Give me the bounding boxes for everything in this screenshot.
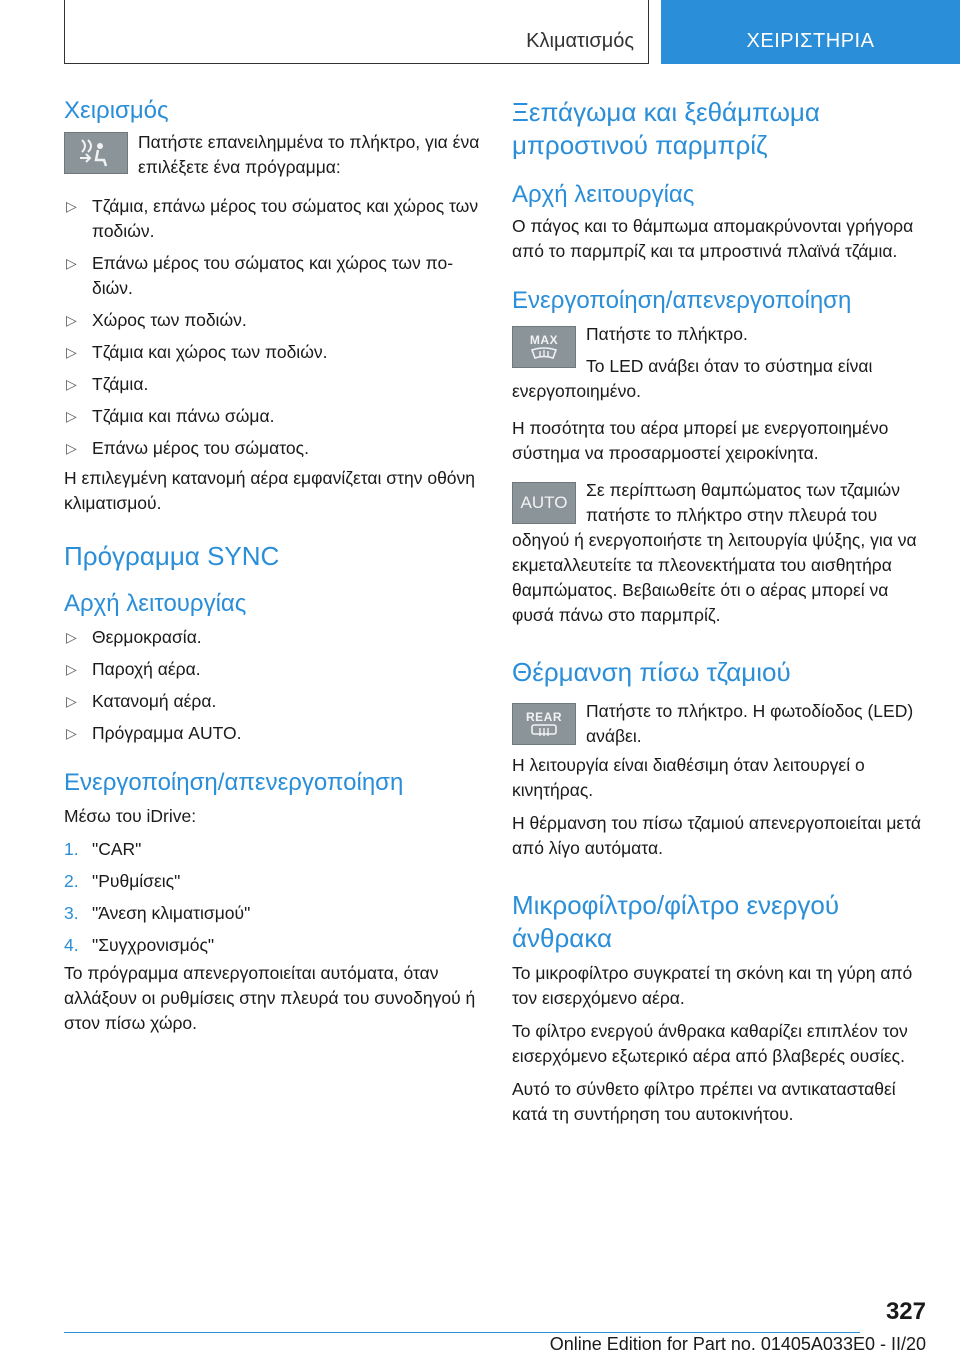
page-number: 327	[885, 1298, 926, 1325]
defrost-heading: Ξεπάγωμα και ξεθάμπωμα μπροστινού παρμπρίζ	[512, 97, 820, 160]
list-item: 4. "Συγχρονισμός"	[64, 935, 215, 955]
triangle-bullet-icon: ▷	[66, 725, 77, 741]
triangle-bullet-icon: ▷	[66, 661, 77, 677]
list-item: ▷ Πρόγραμμα AUTO.	[64, 721, 480, 746]
page-header	[64, 0, 960, 64]
auto-text: Σε περίπτωση θαμπώματος των τζαμιών πατήστε το πλήκτρο στην πλευρά του οδηγού ή ενεργοποιήστε τη λειτουργία ψύξης, για να εκμεταλλευτείτε τα πλεονεκτήματα του αισθητήρα θαμπώματος. Βεβαιωθείτε ότι ο αέρας μπορεί να φυσά πάνω στο παρμπρίζ.	[512, 480, 917, 625]
auto-key-icon: AUTO	[512, 482, 576, 524]
max-led-text: Το LED ανάβει όταν το σύστημα είναι ενεργοποιημένο.	[512, 356, 873, 401]
list-item: ▷ Τζάμια.	[64, 372, 480, 397]
left-column	[64, 96, 480, 1036]
filter-text-1: Το μικροφίλτρο συγκρατεί τη σκόνη και τη γύρη από τον εισερχόμενο αέρα.	[512, 963, 913, 1008]
rear-off-text: Η θέρμανση του πίσω τζαμιού απενεργοποιείται μετά από λίγο αυτόματα.	[512, 813, 921, 858]
list-item: 1. "CAR"	[64, 839, 142, 859]
footer-divider	[64, 1332, 860, 1333]
sync-activation-intro: Μέσω του iDrive:	[64, 806, 197, 826]
max-defrost-key-icon: MAX	[512, 326, 576, 368]
max-press-text: Πατήστε το πλήκτρο.	[586, 324, 748, 344]
operation-heading: Χειρισμός	[64, 97, 169, 124]
rear-available-text: Η λειτουργία είναι διαθέσιμη όταν λειτουργεί ο κινητήρας.	[512, 755, 865, 800]
chapter-title: Κλιματισμός	[526, 30, 634, 52]
triangle-bullet-icon: ▷	[66, 312, 77, 328]
air-distribution-key-icon	[64, 132, 128, 174]
defrost-principle-text: Ο πάγος και το θάμπωμα απομακρύνονται γρήγορα από το παρμπρίζ και τα μπροστινά πλαϊνά τζάμια.	[512, 216, 914, 261]
triangle-bullet-icon: ▷	[66, 693, 77, 709]
sync-principle-heading: Αρχή λειτουργίας	[64, 590, 247, 617]
sync-heading: Πρόγραμμα SYNC	[64, 541, 280, 571]
list-item: ▷ Θερμοκρασία.	[64, 625, 480, 650]
list-item: ▷ Τζάμια και πάνω σώμα.	[64, 404, 480, 429]
sync-activation-heading: Ενεργοποίηση/απενεργοποίηση	[64, 769, 404, 796]
air-amount-text: Η ποσότητα του αέρα μπορεί με ενεργοποιημένο σύστημα να προσαρμοστεί χειροκίνητα.	[512, 418, 889, 463]
triangle-bullet-icon: ▷	[66, 344, 77, 360]
chapter-tab	[64, 0, 649, 64]
defrost-principle-heading: Αρχή λειτουργίας	[512, 181, 695, 208]
defrost-activation-heading: Ενεργοποίηση/απενεργοποίηση	[512, 287, 852, 314]
section-title: ΧΕΙΡΙΣΤΗΡΙΑ	[746, 30, 875, 52]
triangle-bullet-icon: ▷	[66, 376, 77, 392]
rear-block	[512, 699, 928, 749]
distribution-list	[64, 194, 480, 461]
triangle-bullet-icon: ▷	[66, 255, 77, 271]
triangle-bullet-icon: ▷	[66, 198, 77, 214]
list-item: ▷ Παροχή αέρα.	[64, 657, 480, 682]
sync-note: Το πρόγραμμα απενεργοποιείται αυτόματα, όταν αλλάξουν οι ρυθμίσεις στην πλευρά του συνοδηγού ή στον πίσω χώρο.	[64, 963, 476, 1033]
operation-note: Η επιλεγμένη κατανομή αέρα εμφανίζεται στην οθόνη κλιματισμού.	[64, 468, 476, 513]
list-item: ▷ Χώρος των ποδιών.	[64, 308, 480, 333]
list-item: 2. "Ρυθμίσεις"	[64, 871, 181, 891]
rear-heading: Θέρμανση πίσω τζαμιού	[512, 657, 791, 687]
rear-press-text: Πατήστε το πλήκτρο. Η φωτοδίοδος (LED) ανάβει.	[586, 701, 914, 746]
air-distribution-icon	[76, 136, 116, 170]
rear-window-defrost-icon	[529, 723, 559, 737]
list-item: ▷ Κατανομή αέρα.	[64, 689, 480, 714]
list-item: ▷ Επάνω μέρος του σώματος.	[64, 436, 480, 461]
edition-text: Online Edition for Part no. 01405A033E0 - II/20	[549, 1334, 926, 1354]
list-item: ▷ Τζάμια και χώρος των ποδιών.	[64, 340, 480, 365]
air-distribution-block	[64, 128, 480, 180]
list-item: ▷ Επάνω μέρος του σώματος και χώρος των ποδιών.	[66, 253, 454, 298]
rear-defrost-key-icon: REAR	[512, 703, 576, 745]
sync-steps	[64, 837, 480, 958]
triangle-bullet-icon: ▷	[66, 629, 77, 645]
section-tab	[661, 0, 960, 64]
filter-text-2: Το φίλτρο ενεργού άνθρακα καθαρίζει επιπλέον τον εισερχόμενο εξωτερικό αέρα από βλαβερές ουσίες.	[512, 1021, 908, 1066]
triangle-bullet-icon: ▷	[66, 408, 77, 424]
windshield-defrost-icon	[529, 346, 559, 360]
list-item: ▷ Τζάμια, επάνω μέρος του σώματος και χώρος των ποδιών.	[66, 196, 479, 241]
auto-block	[512, 478, 928, 628]
sync-list	[64, 625, 480, 746]
right-column	[512, 96, 928, 1127]
operation-intro: Πατήστε επανειλημμένα το πλήκτρο, για ένα επιλέξετε ένα πρόγραμμα:	[138, 132, 480, 177]
list-item: 3. "Άνεση κλιματισμού"	[64, 903, 251, 923]
filter-heading: Μικροφίλτρο/φίλτρο ενεργού άνθρακα	[512, 890, 840, 953]
filter-text-3: Αυτό το σύνθετο φίλτρο πρέπει να αντικατασταθεί κατά τη συντήρηση του αυτοκινήτου.	[512, 1079, 896, 1124]
triangle-bullet-icon: ▷	[66, 440, 77, 456]
max-block	[512, 322, 928, 404]
